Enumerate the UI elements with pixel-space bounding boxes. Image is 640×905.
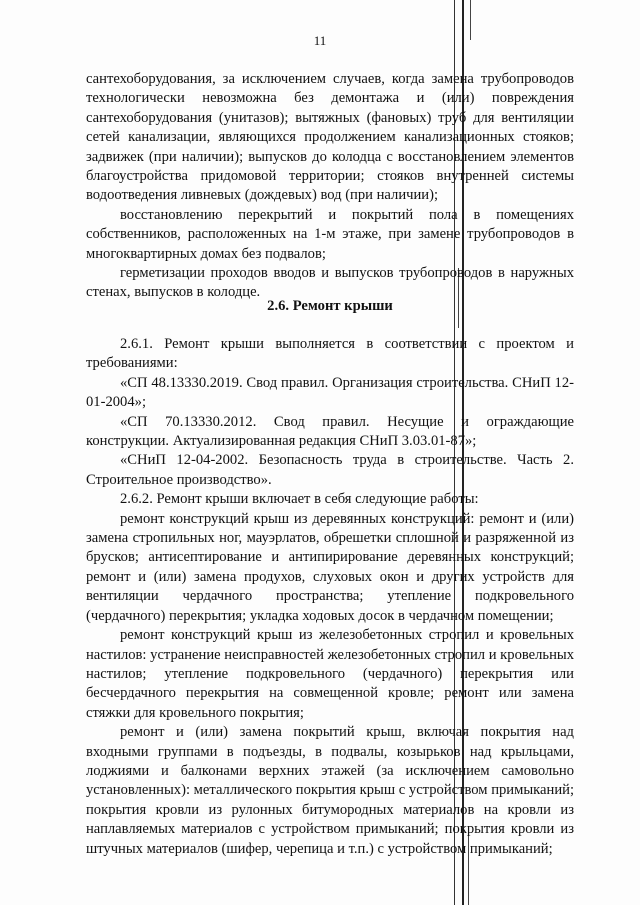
- text-block-continuation: [86, 70, 574, 303]
- paragraph: «СП 70.13330.2012. Свод правил. Несущие и ограждающие конструкции. Актуализированная редакция СНиП 3.03.01-87»;: [86, 413, 574, 450]
- paragraph: «СП 48.13330.2019. Свод правил. Организация строительства. СНиП 12-01-2004»;: [86, 374, 574, 411]
- paragraph: ремонт и (или) замена покрытий крыш, включая покрытия над входными группами в подъезды, в подвалы, козырьков над крыльцами, лоджиями и балконами верхних этажей (за исключением самовольно установленных): металлического покрытия крыш с устройством примыканий; покрытия кровли из рулонных битумородных материалов на кровли из наплавляемых материалов с устройством примыканий; покрытия кровли из штучных материалов (шифер, черепица и т.п.) с устройством примыканий;: [86, 724, 574, 857]
- paragraph: 2.6.1. Ремонт крыши выполняется в соответствии с проектом и требованиями:: [86, 336, 574, 372]
- paragraph: «СНиП 12-04-2002. Безопасность труда в строительстве. Часть 2. Строительное производство».: [86, 452, 574, 488]
- paragraph: 2.6.2. Ремонт крыши включает в себя следующие работы:: [120, 491, 479, 508]
- text-block-roof-repair: [86, 335, 574, 859]
- paragraph: ремонт конструкций крыш из железобетонных стропил и кровельных настилов: устранение неисправностей железобетонных стропил и кровельных настилов; утепление подкровельного (чердачного) перекрытия или бесчердачного перекрытия на совмещенной кровле; ремонт или замена стяжки для кровельного покрытия;: [86, 627, 574, 721]
- section-heading: 2.6. Ремонт крыши: [267, 298, 393, 314]
- paragraph: герметизации проходов вводов и выпусков трубопроводов в наружных стенах, выпусков в колодце.: [86, 265, 574, 301]
- page-number: 11: [313, 33, 327, 48]
- paragraph: ремонт конструкций крыш из деревянных конструкций: ремонт и (или) замена стропильных ног, мауэрлатов, обрешетки сплошной и разряженной из брусков; антисептирование и антипирирование деревянных конструкций; ремонт и (или) замена продухов, слуховых окон и других устройств для вентиляции чердачного пространства; утепление подкровельного (чердачного) перекрытия; укладка ходовых досок в чердачном помещении;: [86, 510, 574, 624]
- paragraph: восстановлению перекрытий и покрытий пола в помещениях собственников, расположенных на 1-м этаже, при замене трубопроводов в многоквартирных домах без подвалов;: [86, 206, 574, 262]
- paragraph: сантехоборудования, за исключением случаев, когда замена трубопроводов технологически невозможна без демонтажа и (или) повреждения сантехоборудования (унитазов); вытяжных (фановых) труб для вентиляции сетей канализации, являющихся продолжением канализационных стояков; задвижек (при наличии); выпусков до колодца с восстановлением элементов благоустройства придомовой территории; стояков внутренней системы водоотведения ливневых (дождевых) вод (при наличии);: [86, 71, 574, 204]
